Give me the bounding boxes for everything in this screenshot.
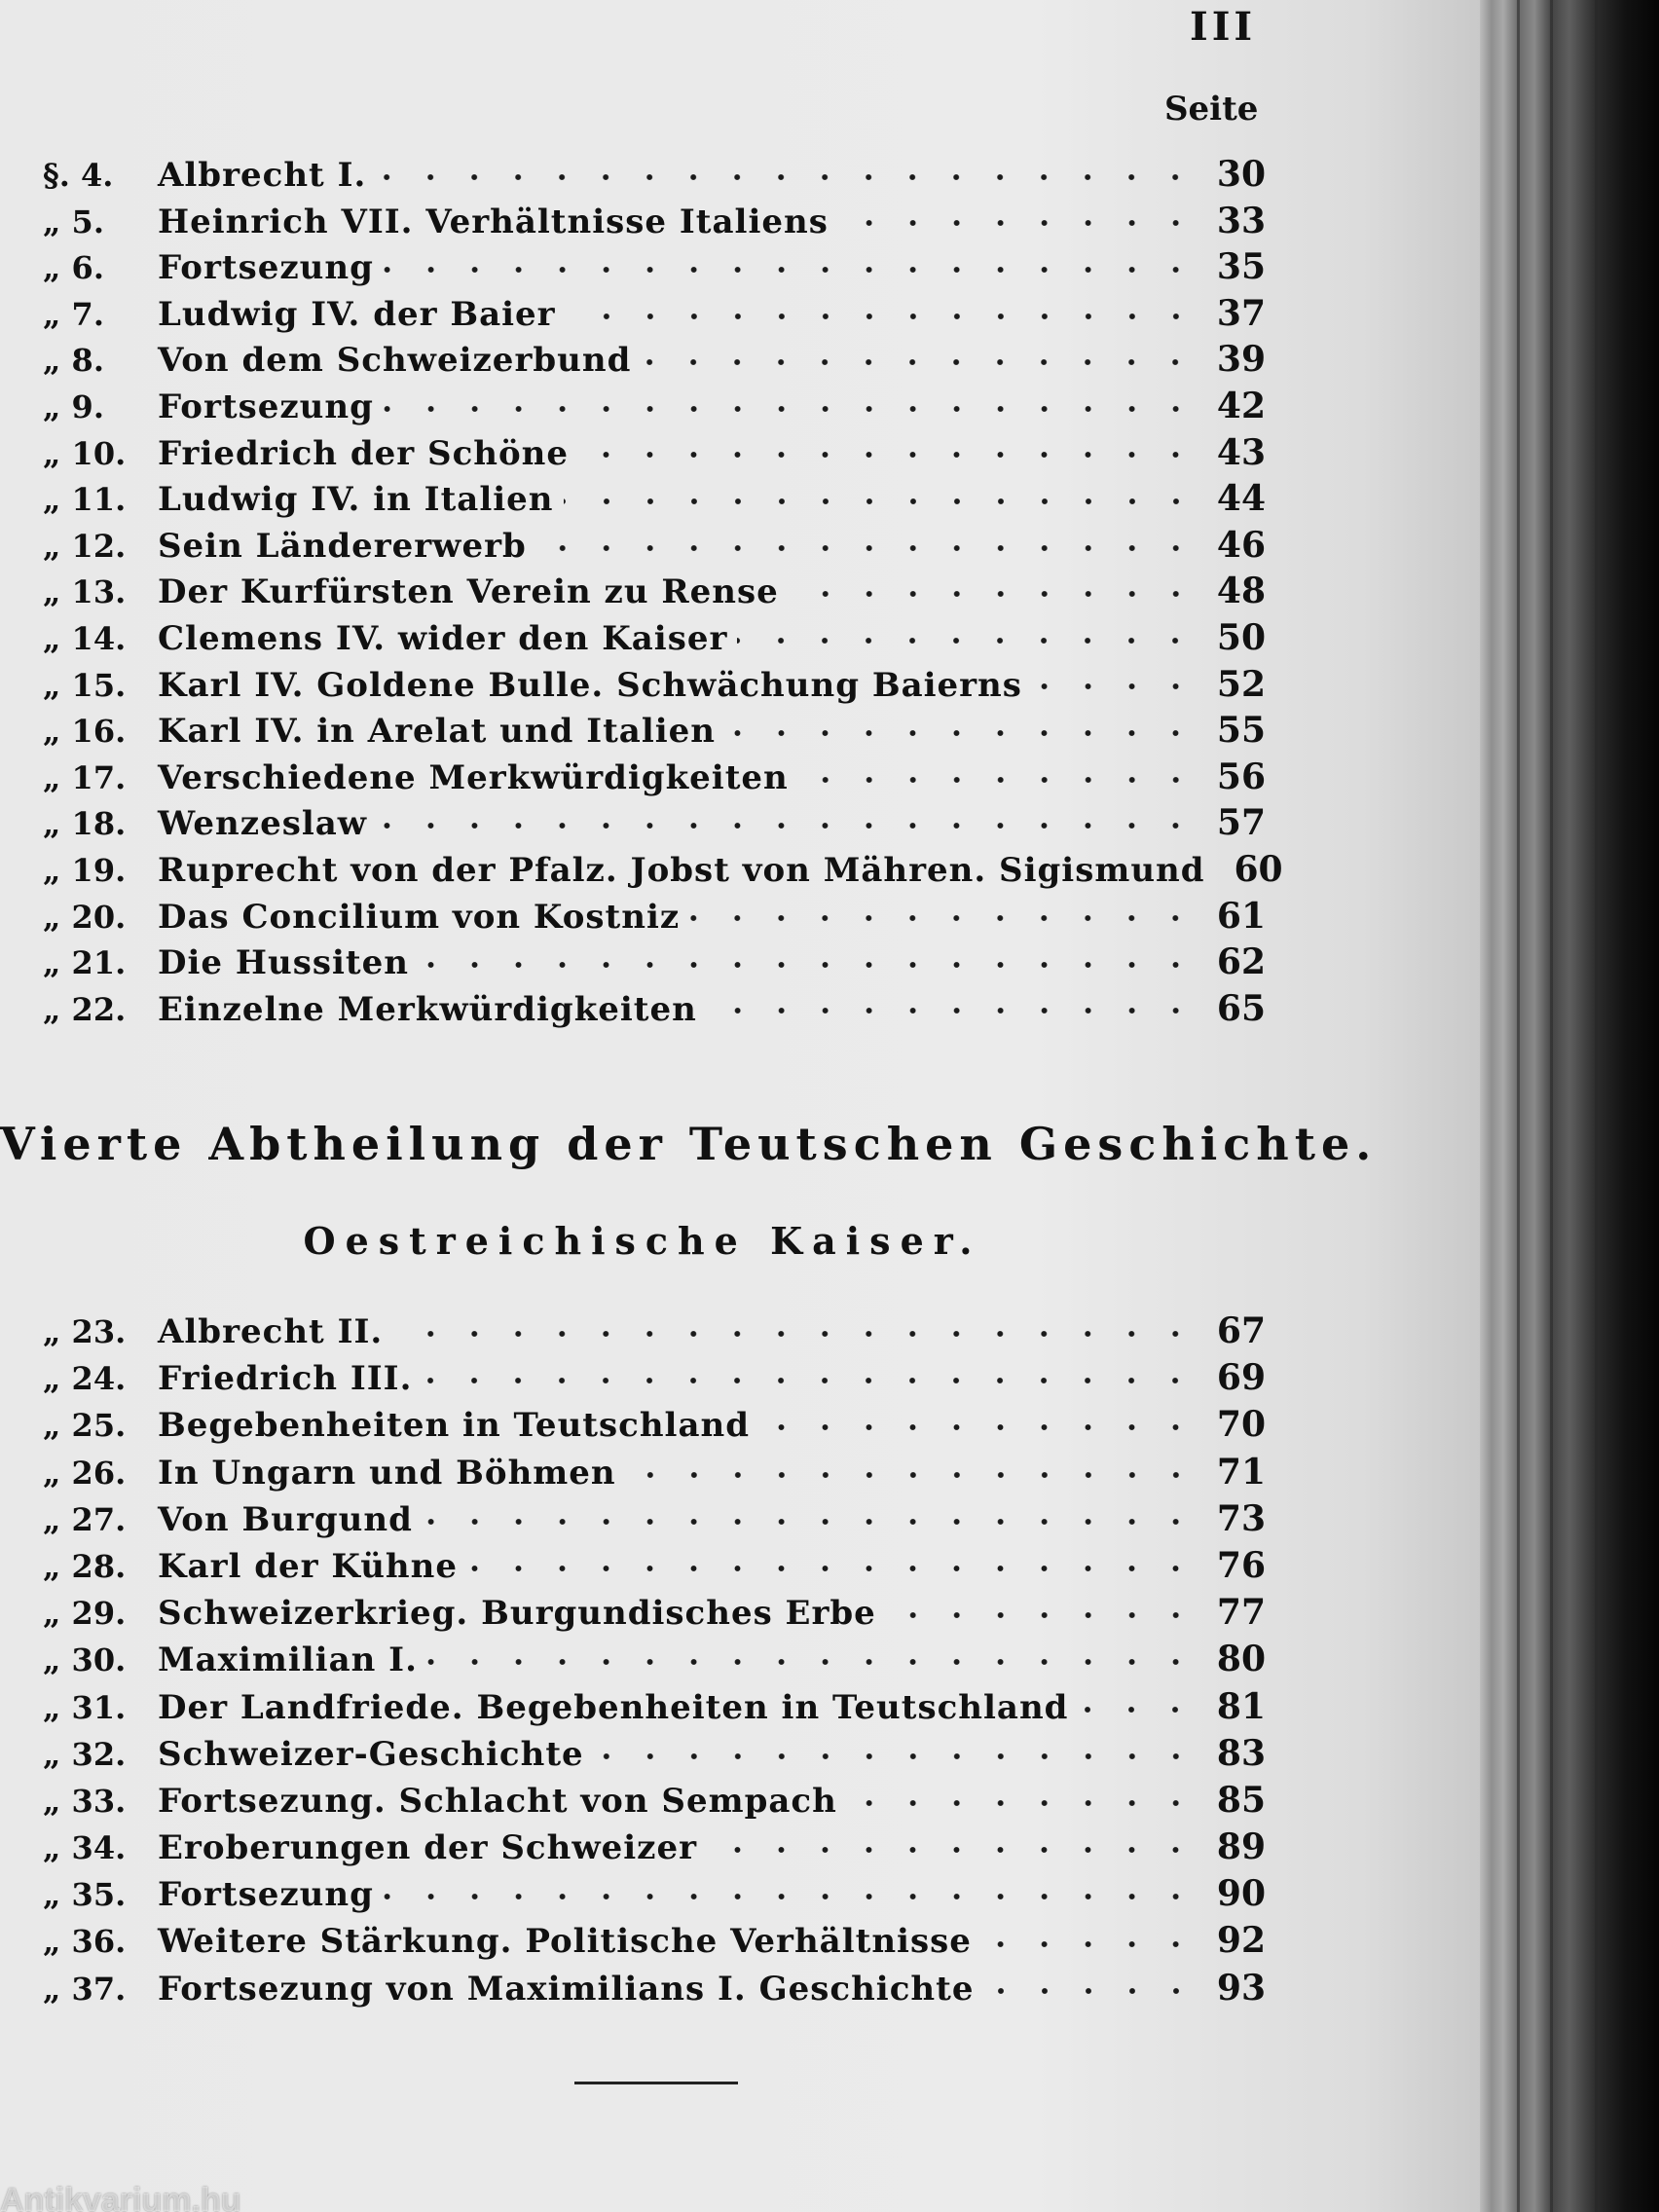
entry-title: Wenzeslaw <box>158 804 368 844</box>
entry-title: Friedrich der Schöne <box>158 433 570 473</box>
toc-entry <box>43 293 1266 340</box>
entry-page: 76 <box>1216 1544 1266 1586</box>
entry-number: „ 6. <box>43 249 104 287</box>
entry-number: „ 36. <box>43 1923 127 1961</box>
entry-number: „ 5. <box>43 203 104 240</box>
entry-number: „ 21. <box>43 944 127 982</box>
entry-number: „ 11. <box>43 481 127 519</box>
toc-entry <box>43 339 1266 386</box>
entry-page: 57 <box>1216 802 1266 844</box>
entry-number: „ 35. <box>43 1876 127 1914</box>
toc-entry <box>43 896 1266 942</box>
toc-entry <box>43 478 1266 525</box>
toc-entry <box>43 246 1266 293</box>
toc-entry <box>43 571 1266 617</box>
entry-title: Karl IV. Goldene Bulle. Schwächung Baierns <box>158 665 1022 705</box>
toc-entry <box>43 1968 1266 2014</box>
entry-title: Albrecht II. <box>158 1312 384 1351</box>
entry-number: „ 18. <box>43 805 127 843</box>
book-gutter <box>1480 0 1659 2212</box>
dot-leader <box>536 543 1198 553</box>
toc-entry <box>43 710 1266 756</box>
toc-entry <box>43 1686 1266 1733</box>
dot-leader <box>984 1986 1198 1996</box>
toc-entry <box>43 432 1266 479</box>
toc-entry <box>43 1452 1266 1498</box>
entry-number: „ 22. <box>43 990 127 1028</box>
entry-number: „ 37. <box>43 1970 127 2008</box>
dot-leader <box>759 1422 1198 1432</box>
entry-title: Sein Ländererwerb <box>158 526 527 566</box>
toc-entry <box>43 1733 1266 1780</box>
entry-page: 56 <box>1216 756 1266 797</box>
toc-section-2 <box>43 1310 1266 2014</box>
toc-entry <box>43 1639 1266 1685</box>
dot-leader <box>981 1939 1198 1949</box>
entry-title: Der Kurfürsten Verein zu Rense <box>158 572 779 612</box>
watermark: Antikvarium.hu <box>0 2182 241 2212</box>
dot-leader <box>376 172 1198 182</box>
entry-title: Ludwig IV. in Italien <box>158 480 554 520</box>
dot-leader <box>564 497 1198 506</box>
entry-title: Maximilian I. <box>158 1641 418 1680</box>
entry-title: Fortsezung von Maximilians I. Geschichte <box>158 1969 975 2009</box>
entry-page: 42 <box>1216 385 1266 426</box>
page-edge-line <box>1550 0 1553 2212</box>
entry-title: Schweizer-Geschichte <box>158 1734 584 1774</box>
toc-entry <box>43 664 1266 711</box>
entry-title: Karl der Kühne <box>158 1546 458 1586</box>
dot-leader <box>566 312 1198 321</box>
entry-title: Heinrich VII. Verhältnisse Italiens <box>158 202 829 241</box>
entry-number: „ 31. <box>43 1688 127 1726</box>
entry-page: 46 <box>1216 524 1266 566</box>
dot-leader <box>737 636 1198 645</box>
entry-title: Der Landfriede. Begebenheiten in Teutschland <box>158 1687 1069 1727</box>
entry-number: „ 14. <box>43 619 127 657</box>
entry-number: „ 25. <box>43 1407 127 1445</box>
toc-entry <box>43 386 1266 432</box>
toc-entry <box>43 1545 1266 1592</box>
entry-page: 80 <box>1216 1639 1266 1680</box>
entry-title: Ludwig IV. der Baier <box>158 294 556 334</box>
entry-page: 33 <box>1216 200 1266 241</box>
entry-number: „ 17. <box>43 758 127 796</box>
dot-leader <box>594 1751 1198 1761</box>
page-number: III <box>1190 4 1257 50</box>
dot-leader <box>419 960 1198 970</box>
entry-page: 35 <box>1216 246 1266 288</box>
dot-leader <box>1032 682 1198 691</box>
dot-leader <box>384 1892 1198 1901</box>
entry-page: 92 <box>1216 1920 1266 1962</box>
entry-number: „ 12. <box>43 527 127 565</box>
toc-entry <box>43 1310 1266 1357</box>
dot-leader <box>798 775 1198 785</box>
entry-page: 43 <box>1216 431 1266 473</box>
entry-number: „ 10. <box>43 434 127 472</box>
entry-page: 83 <box>1216 1732 1266 1774</box>
dot-leader <box>789 589 1198 599</box>
toc-entry <box>43 201 1266 247</box>
entry-title: Fortsezung <box>158 1875 374 1915</box>
entry-title: Albrecht I. <box>158 156 367 195</box>
part-heading: Vierte Abtheilung der Teutschen Geschichte. <box>0 1118 1378 1170</box>
dot-leader <box>427 1657 1198 1667</box>
toc-entry <box>43 988 1266 1035</box>
entry-page: 85 <box>1216 1779 1266 1821</box>
entry-title: Von Burgund <box>158 1499 413 1539</box>
entry-number: „ 23. <box>43 1313 127 1350</box>
part-subheading: Oestreichische Kaiser. <box>303 1219 982 1263</box>
entry-number: §. 4. <box>43 157 114 194</box>
toc-entry <box>43 1498 1266 1545</box>
entry-number: „ 26. <box>43 1454 127 1492</box>
entry-page: 37 <box>1216 292 1266 334</box>
dot-leader <box>847 1798 1198 1808</box>
toc-entry <box>43 154 1266 201</box>
entry-number: „ 27. <box>43 1500 127 1538</box>
entry-page: 62 <box>1216 941 1266 983</box>
entry-page: 30 <box>1216 154 1266 195</box>
toc-entry <box>43 1404 1266 1451</box>
dot-leader <box>1078 1705 1198 1714</box>
entry-title: Friedrich III. <box>158 1359 413 1399</box>
entry-number: „ 9. <box>43 387 104 425</box>
entry-number: „ 32. <box>43 1735 127 1773</box>
entry-title: Die Hussiten <box>158 943 409 983</box>
toc-entry <box>43 848 1283 896</box>
entry-page: 90 <box>1216 1873 1266 1915</box>
entry-page: 39 <box>1216 339 1266 381</box>
entry-title: Eroberungen der Schweizer <box>158 1828 698 1868</box>
toc-entry <box>43 1873 1266 1920</box>
entry-page: 55 <box>1216 710 1266 752</box>
toc-entry <box>43 802 1266 849</box>
dot-leader <box>707 1006 1198 1015</box>
page-column-header: Seite <box>1164 90 1259 129</box>
entry-number: „ 33. <box>43 1782 127 1820</box>
dot-leader <box>377 821 1198 830</box>
entry-page: 69 <box>1216 1357 1266 1399</box>
entry-number: „ 30. <box>43 1641 127 1679</box>
entry-page: 44 <box>1216 478 1266 520</box>
entry-number: „ 16. <box>43 713 127 751</box>
entry-title: Begebenheiten in Teutschland <box>158 1406 750 1446</box>
toc-entry <box>43 756 1266 803</box>
entry-page: 65 <box>1216 987 1266 1029</box>
page-edge-line <box>1517 0 1520 2212</box>
entry-number: „ 7. <box>43 295 104 333</box>
entry-page: 71 <box>1216 1451 1266 1493</box>
toc-entry <box>43 525 1266 571</box>
entry-page: 67 <box>1216 1310 1266 1351</box>
entry-page: 61 <box>1216 895 1266 937</box>
entry-number: „ 34. <box>43 1829 127 1867</box>
dot-leader <box>392 1329 1198 1339</box>
entry-number: „ 29. <box>43 1595 127 1633</box>
entry-number: „ 28. <box>43 1547 127 1585</box>
entry-title: Fortsezung <box>158 387 374 426</box>
dot-leader <box>578 450 1198 460</box>
entry-page: 93 <box>1216 1967 1266 2009</box>
dot-leader <box>886 1610 1198 1620</box>
entry-number: „ 15. <box>43 666 127 704</box>
entry-page: 60 <box>1234 848 1283 890</box>
dot-leader <box>689 913 1198 923</box>
toc-entry <box>43 941 1266 988</box>
entry-page: 52 <box>1216 663 1266 705</box>
page-edge-line <box>1595 0 1598 2212</box>
entry-number: „ 20. <box>43 898 127 936</box>
entry-title: Das Concilium von Kostniz <box>158 897 681 937</box>
toc-entry <box>43 1592 1266 1639</box>
dot-leader <box>626 1470 1198 1480</box>
entry-number: „ 24. <box>43 1360 127 1398</box>
entry-title: Einzelne Merkwürdigkeiten <box>158 989 697 1029</box>
entry-page: 81 <box>1216 1685 1266 1727</box>
entry-title: Von dem Schweizerbund <box>158 341 632 381</box>
entry-title: Fortsezung. Schlacht von Sempach <box>158 1781 837 1821</box>
toc-entry <box>43 1780 1266 1826</box>
dot-leader <box>423 1517 1198 1527</box>
entry-title: Weitere Stärkung. Politische Verhältnisse <box>158 1922 972 1962</box>
entry-title: Schweizerkrieg. Burgundisches Erbe <box>158 1594 876 1634</box>
end-rule <box>574 2082 738 2084</box>
entry-title: In Ungarn und Böhmen <box>158 1453 616 1493</box>
dot-leader <box>725 728 1198 738</box>
entry-number: „ 13. <box>43 573 127 611</box>
toc-entry <box>43 617 1266 664</box>
dot-leader <box>422 1376 1198 1385</box>
toc-entry <box>43 1826 1266 1873</box>
entry-title: Karl IV. in Arelat und Italien <box>158 712 717 752</box>
entry-title: Ruprecht von der Pfalz. Jobst von Mähren. Sigismund <box>158 850 1205 890</box>
entry-title: Verschiedene Merkwürdigkeiten <box>158 757 789 797</box>
toc-entry <box>43 1357 1266 1404</box>
entry-page: 89 <box>1216 1826 1266 1868</box>
entry-page: 48 <box>1216 571 1266 612</box>
dot-leader <box>838 218 1198 228</box>
dot-leader <box>467 1564 1198 1573</box>
entry-title: Fortsezung <box>158 248 374 288</box>
toc-section-1 <box>43 154 1283 1034</box>
entry-page: 70 <box>1216 1404 1266 1446</box>
dot-leader <box>641 357 1198 367</box>
entry-page: 77 <box>1216 1592 1266 1634</box>
entry-page: 50 <box>1216 616 1266 658</box>
toc-entry <box>43 1920 1266 1967</box>
dot-leader <box>707 1845 1198 1855</box>
dot-leader <box>384 265 1198 275</box>
entry-number: „ 8. <box>43 342 104 380</box>
dot-leader <box>384 404 1198 414</box>
entry-page: 73 <box>1216 1497 1266 1539</box>
entry-title: Clemens IV. wider den Kaiser <box>158 618 728 658</box>
entry-number: „ 19. <box>43 851 127 889</box>
